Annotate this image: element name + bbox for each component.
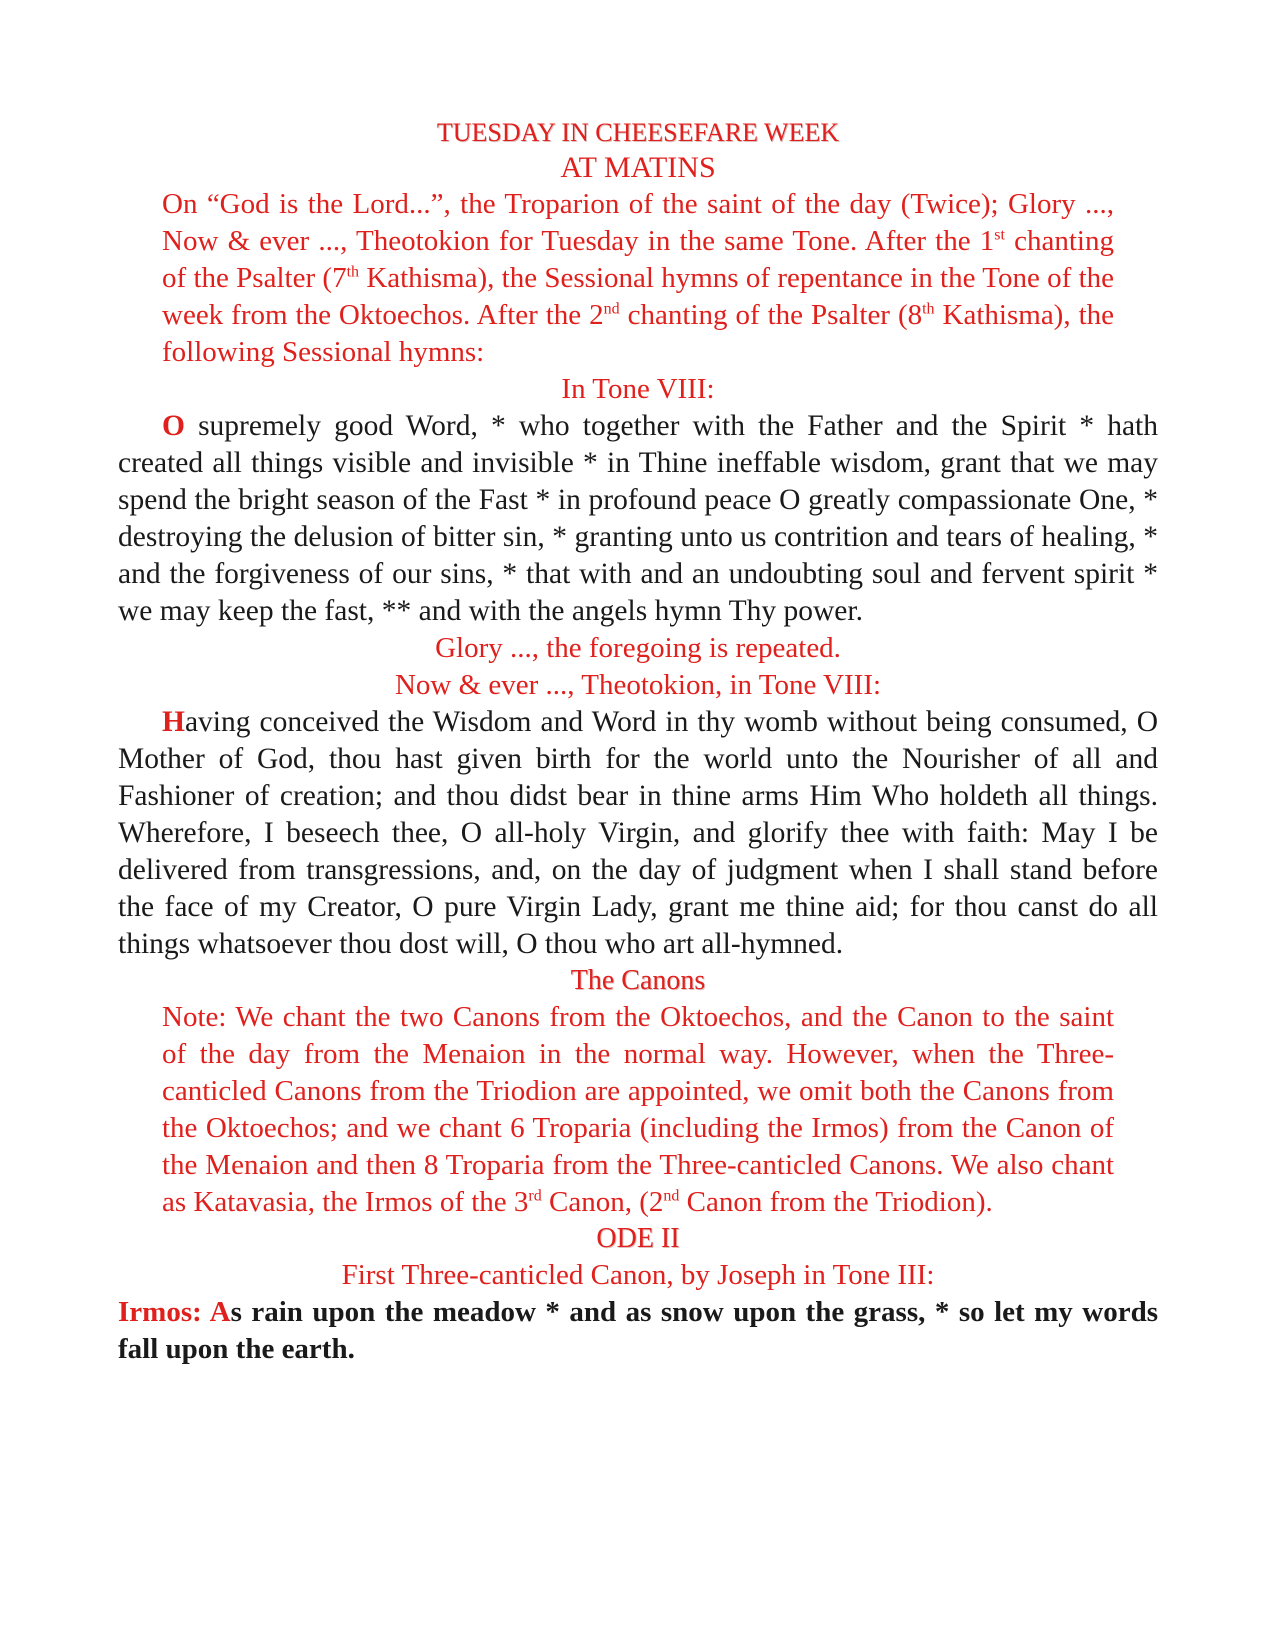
sessional-hymn: O supremely good Word, * who together with the Father and the Spirit * hath created all things visible and invisible * in Thine ineffable wisdom, grant that we may spend the bright season of the Fast * in profound peace O greatly compassionate One, * destroying the delusion of bitter sin, * granting unto us contrition and tears of healing, * and the forgiveness of our sins, * that with and an undoubting soul and fervent spirit * we may keep the fast, ** and with the angels hymn Thy power. xyxy=(118,410,1158,627)
drop-initial: O xyxy=(162,410,185,442)
drop-initial: H xyxy=(162,706,185,738)
service-heading: AT MATINS xyxy=(560,151,716,184)
theotokion-hymn: Having conceived the Wisdom and Word in thy womb without being consumed, O Mother of God, thou hast given birth for the world unto the Nourisher of all and Fashioner of creation; and thou didst bear in thine arms Him Who holdeth all things. Wherefore, I beseech thee, O all-holy Virgin, and glorify thee with faith: May I be delivered from transgressions, and, on the day of judgment when I shall stand before the face of my Creator, O pure Virgin Lady, grant me thine aid; for thou canst do all things whatsoever thou dost will, O thou who art all-hymned. xyxy=(118,706,1158,960)
irmos-label: Irmos: xyxy=(118,1296,210,1328)
tone-heading: In Tone VIII: xyxy=(561,373,715,405)
canon-heading: First Three-canticled Canon, by Joseph in Tone III: xyxy=(341,1259,935,1291)
glory-rubric: Glory ..., the foregoing is repeated. xyxy=(435,632,841,664)
intro-rubric: On “God is the Lord...”, the Troparion of the saint of the day (Twice); Glory ..., Now & ever ..., Theotokion for Tuesday in the same Tone. After the 1st chanting of the Psalter (7th Kathisma), the Sessional hymns of repentance in the Tone of the week from the Oktoechos. After the 2nd chanting of the Psalter (8th Kathisma), the following Sessional hymns: xyxy=(162,188,1115,368)
canons-heading: The Canons xyxy=(570,965,706,996)
canons-note: Note: We chant the two Canons from the Oktoechos, and the Canon to the saint of the day from the Menaion in the normal way. However, when the Three-canticled Canons from the Triodion are appointed, we omit both the Canons from the Oktoechos; and we chant 6 Troparia (including the Irmos) from the Canon of the Menaion and then 8 Troparia from the Three-canticled Canons. We also chant as Katavasia, the Irmos of the 3rd Canon, (2nd Canon from the Triodion). xyxy=(162,1001,1114,1218)
theotokion-rubric: Now & ever ..., Theotokion, in Tone VIII: xyxy=(394,669,882,701)
ode-heading: ODE II xyxy=(596,1223,680,1254)
irmos-text: Irmos: As rain upon the meadow * and as snow upon the grass, * so let my words fall upon the earth. xyxy=(118,1296,1158,1365)
drop-initial: A xyxy=(209,1296,231,1328)
page-title: TUESDAY IN CHEESEFARE WEEK xyxy=(436,118,840,147)
document-page xyxy=(118,116,1158,1368)
